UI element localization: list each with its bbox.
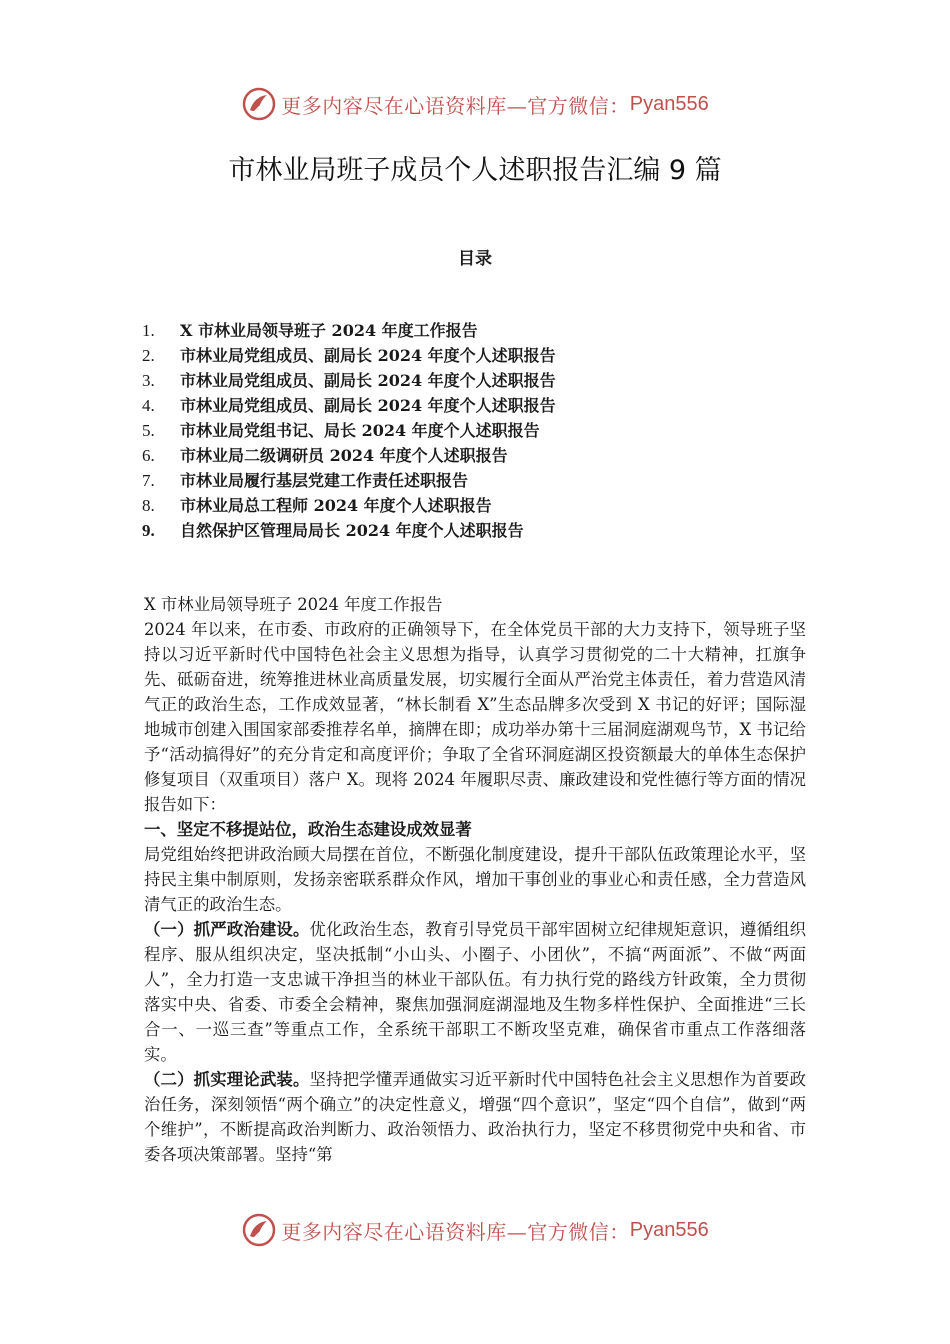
toc-item[interactable] [142,368,822,393]
watermark-id: Pyan556 [629,1218,709,1241]
toc-text: 市林业局履行基层党建工作责任述职报告 [180,471,469,490]
toc-number: 9. [142,521,155,540]
watermark-text: 更多内容尽在心语资料库—官方微信： [281,93,630,118]
toc-item[interactable] [142,318,822,343]
toc-heading: 目录 [458,249,492,269]
toc-text: 市林业局党组书记、局长 2024 年度个人述职报告 [180,421,540,440]
intro-paragraph: 2024 年以来，在市委、市政府的正确领导下，在全体党员干部的大力支持下，领导班子坚持以习近平新时代中国特色社会主义思想为指导，认真学习贯彻党的二十大精神，扛旗争先、砥砺奋进，统筹推进林业高质量发展，切实履行全面从严治党主体责任，着力营造风清气正的政治生态，工作成效显著，“林长制看 X”生态品牌多次受到 X 书记的好评；国际湿地城市创建入围国家部委推荐名单，摘牌在即；成功举办第十三届洞庭湖观鸟节，X 书记给予“活动搞得好”的充分肯定和高度评价；争取了全省环洞庭湖区投资额最大的单体生态保护修复项目（双重项目）落户 X。现将 2024 年履职尽责、廉政建设和党性德行等方面的情况报告如下： [144,620,806,814]
toc-number: 2. [142,346,155,365]
toc-number: 1. [142,321,155,340]
watermark-text: 更多内容尽在心语资料库—官方微信： [281,1219,630,1244]
toc-number: 6. [142,446,155,465]
toc-item[interactable] [142,418,822,443]
subsection-1 [144,917,806,1067]
toc-text: 自然保护区管理局局长 2024 年度个人述职报告 [180,521,524,540]
watermark-banner-bottom [0,1208,950,1252]
toc-text: 市林业局党组成员、副局长 2024 年度个人述职报告 [180,371,556,390]
toc-item[interactable] [142,493,822,518]
subsection-2-title: （二）抓实理论武装。 [144,1070,310,1089]
toc-item[interactable] [142,343,822,368]
subsection-2 [144,1067,806,1167]
document-body [144,592,806,1167]
watermark-id: Pyan556 [629,92,709,115]
subsection-1-title: （一）抓严政治建设。 [144,920,310,939]
toc-item[interactable] [142,518,822,543]
subsection-1-text: 优化政治生态，教育引导党员干部牢固树立纪律规矩意识，遵循组织程序、服从组织决定，坚决抵制“小山头、小圈子、小团伙”，不搞“两面派”、不做“两面人”，全力打造一支忠诚干净担当的林业干部队伍。有力执行党的路线方针政策，全力贯彻落实中央、省委、市委全会精神，聚焦加强洞庭湖湿地及生物多样性保护、全面推进“三长合一、一巡三查”等重点工作，全系统干部职工不断攻坚克难，确保省市重点工作落细落实。 [144,920,807,1064]
logo-icon [241,1212,277,1248]
toc-number: 5. [142,421,155,440]
toc-item[interactable] [142,468,822,493]
toc-number: 3. [142,371,155,390]
toc-item[interactable] [142,393,822,418]
toc-number: 7. [142,471,155,490]
toc-number: 8. [142,496,155,515]
toc-number: 4. [142,396,155,415]
toc-text: 市林业局总工程师 2024 年度个人述职报告 [180,496,492,515]
document-title: 市林业局班子成员个人述职报告汇编 9 篇 [228,155,722,186]
table-of-contents [142,318,822,543]
paragraph-1: 局党组始终把讲政治顾大局摆在首位，不断强化制度建设，提升干部队伍政策理论水平，坚持民主集中制原则，发扬亲密联系群众作风，增加干事创业的事业心和责任感，全力营造风清气正的政治生态。 [144,845,806,914]
toc-text: 市林业局党组成员、副局长 2024 年度个人述职报告 [180,346,556,365]
toc-item[interactable] [142,443,822,468]
toc-text: X 市林业局领导班子 2024 年度工作报告 [180,321,478,340]
logo-icon [241,86,277,122]
subsection-2-text: 坚持把学懂弄通做实习近平新时代中国特色社会主义思想作为首要政治任务，深刻领悟“两个确立”的决定性意义，增强“四个意识”，坚定“四个自信”，做到“两个维护”，不断提高政治判断力、政治领悟力、政治执行力，坚定不移贯彻党中央和省、市委各项决策部署。坚持“第 [144,1070,807,1164]
section-title: X 市林业局领导班子 2024 年度工作报告 [144,595,443,614]
toc-text: 市林业局二级调研员 2024 年度个人述职报告 [180,446,508,465]
watermark-banner-top [0,82,950,126]
heading-1: 一、坚定不移提站位，政治生态建设成效显著 [144,820,472,839]
toc-text: 市林业局党组成员、副局长 2024 年度个人述职报告 [180,396,556,415]
